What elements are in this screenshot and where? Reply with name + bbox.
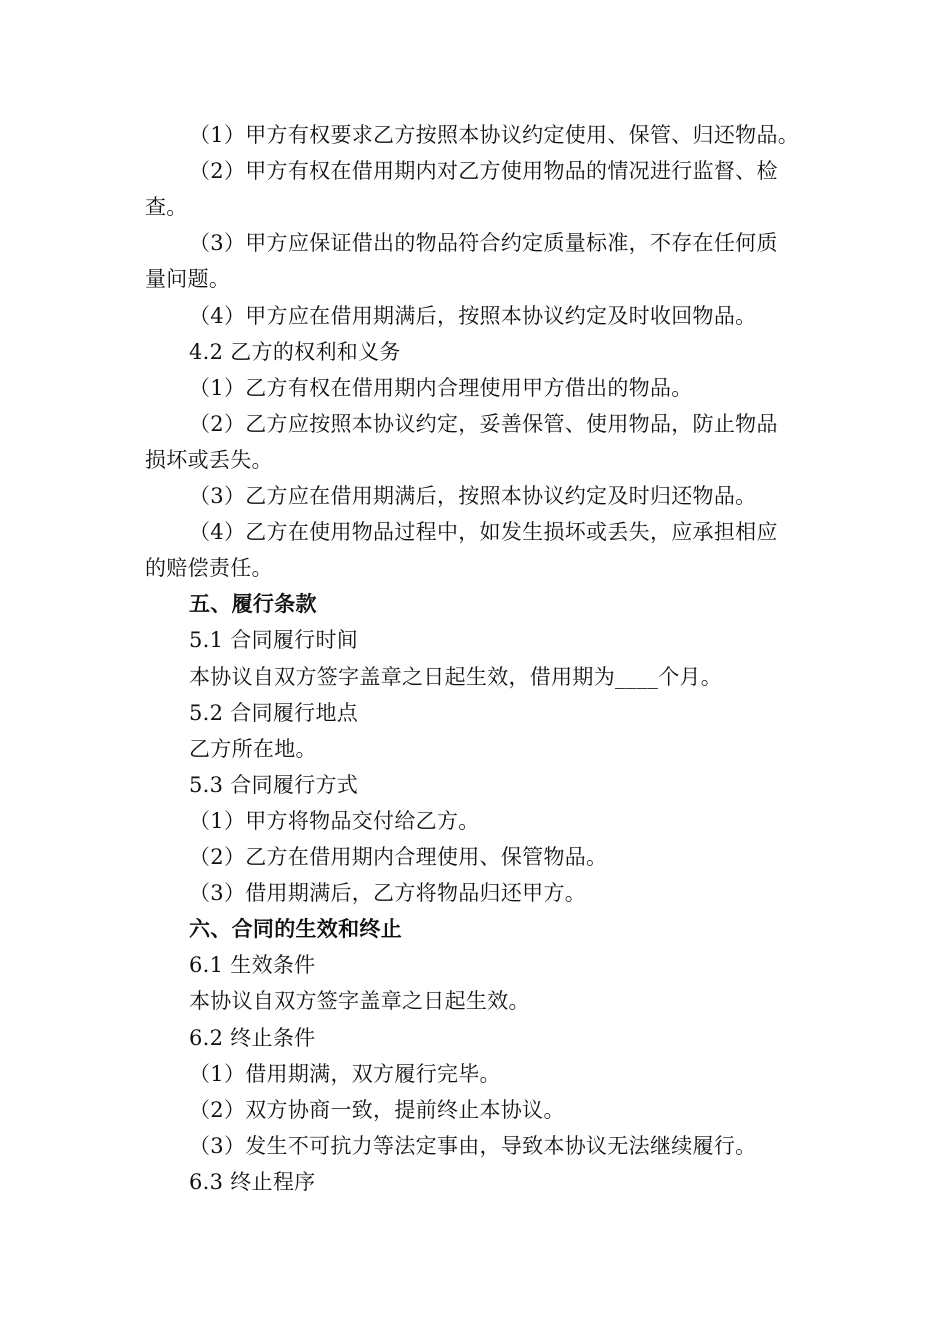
text-line: （1）借用期满，双方履行完毕。 xyxy=(189,1061,501,1086)
section-heading: 五、履行条款 xyxy=(189,591,317,617)
text-line: 乙方所在地。 xyxy=(189,736,317,761)
text-line: 6.2 终止条件 xyxy=(189,1025,316,1050)
text-line: （2）乙方应按照本协议约定，妥善保管、使用物品，防止物品 xyxy=(189,411,778,436)
text-line: 5.3 合同履行方式 xyxy=(189,772,359,797)
text-line: （1）甲方将物品交付给乙方。 xyxy=(189,808,480,833)
text-line: （3）乙方应在借用期满后，按照本协议约定及时归还物品。 xyxy=(189,484,757,508)
text-line: 5.1 合同履行时间 xyxy=(189,628,359,653)
text-line: （4）甲方应在借用期满后，按照本协议约定及时收回物品。 xyxy=(189,303,757,328)
text-line: 查。 xyxy=(145,195,188,220)
text-line: （4）乙方在使用物品过程中，如发生损坏或丢失，应承担相应 xyxy=(189,520,778,545)
text-line: 6.1 生效条件 xyxy=(189,953,316,978)
text-line: （1）乙方有权在借用期内合理使用甲方借出的物品。 xyxy=(189,375,693,400)
text-line: 的赔偿责任。 xyxy=(145,556,273,581)
text-line: （1）甲方有权要求乙方按照本协议约定使用、保管、归还物品。 xyxy=(189,123,800,147)
text-line: 5.2 合同履行地点 xyxy=(189,700,359,725)
text-line: 6.3 终止程序 xyxy=(189,1169,316,1194)
text-line: 量问题。 xyxy=(145,267,231,292)
text-line: （3）借用期满后，乙方将物品归还甲方。 xyxy=(189,881,587,906)
text-line: 损坏或丢失。 xyxy=(145,447,273,472)
text-line: （2）甲方有权在借用期内对乙方使用物品的情况进行监督、检 xyxy=(189,159,778,184)
text-line: （3）甲方应保证借出的物品符合约定质量标准，不存在任何质 xyxy=(189,231,778,256)
text-line: （2）双方协商一致，提前终止本协议。 xyxy=(189,1097,565,1122)
text-line: 本协议自双方签字盖章之日起生效。 xyxy=(189,989,530,1014)
text-line: 本协议自双方签字盖章之日起生效，借用期为____个月。 xyxy=(189,664,723,689)
text-line: （3）发生不可抗力等法定事由，导致本协议无法继续履行。 xyxy=(189,1133,757,1158)
text-line: （2）乙方在借用期内合理使用、保管物品。 xyxy=(189,845,608,869)
text-line: 4.2 乙方的权利和义务 xyxy=(189,339,401,364)
section-heading: 六、合同的生效和终止 xyxy=(189,916,402,942)
